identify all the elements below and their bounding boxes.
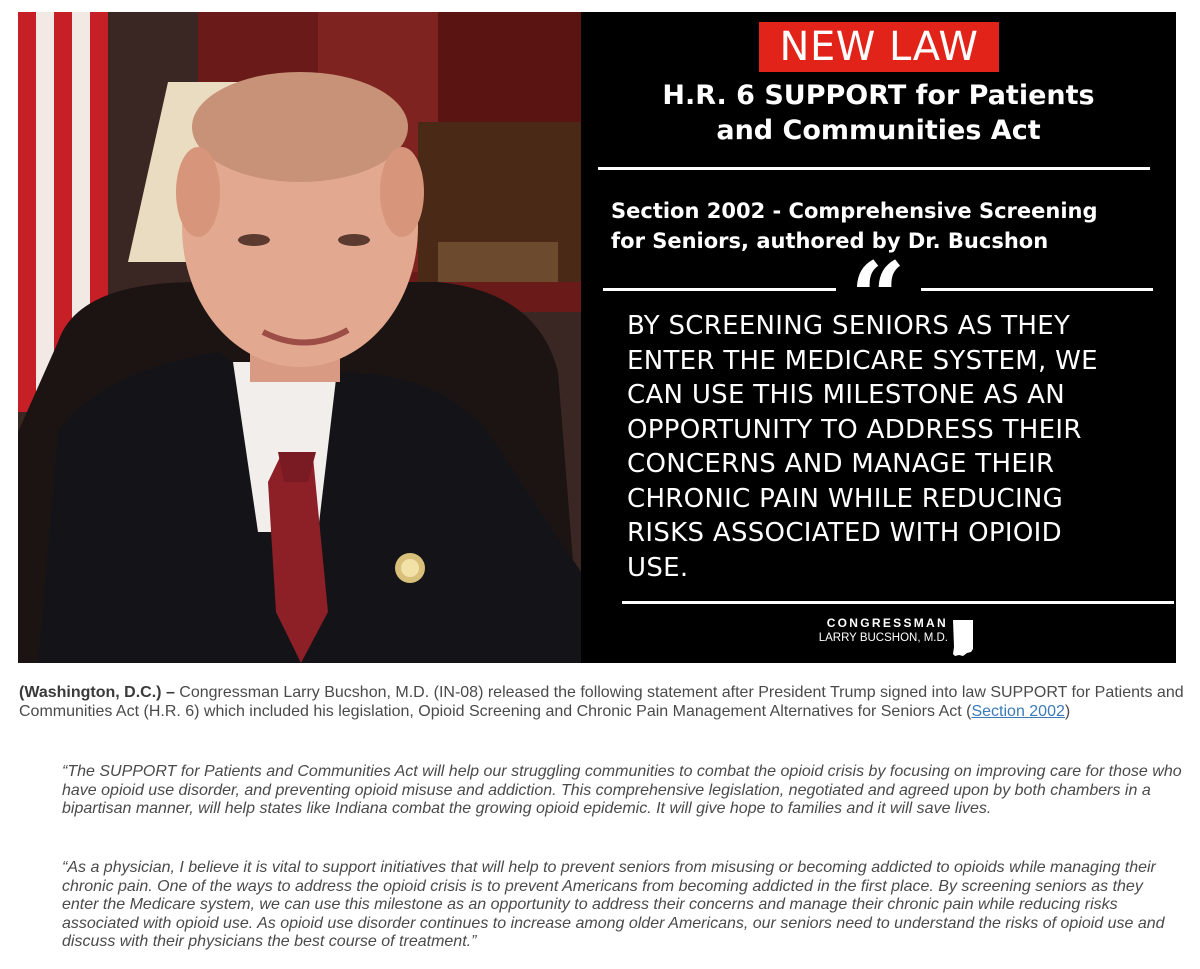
bill-title-line-2: and Communities Act (716, 115, 1041, 146)
lead-close: ) (1064, 703, 1071, 720)
indiana-state-icon (951, 619, 977, 657)
quote-paragraph-2: “As a physician, I believe it is vital to support initiatives that will help to prevent seniors from misusing or becoming addicted to opioids while managing their chronic pain. One of the ways to address the opioid crisis is to prevent Americans from becoming addicted in the first place. By screening seniors as they enter the Medicare system, we can use this milestone as an opportunity to address their concerns and manage their chronic pain while reducing risks associated with opioid use. As opioid use disorder continues to increase among older Americans, our seniors need to understand the risks of opioid use and discuss with their physicians the best course of treatment.” (62, 859, 1165, 950)
quote-line: OPPORTUNITY TO ADDRESS THEIR (627, 414, 1082, 445)
quote-line: BY SCREENING SENIORS AS THEY (627, 311, 1071, 341)
signature-title: CONGRESSMAN (826, 616, 948, 630)
new-law-badge: NEW LAW (759, 22, 999, 72)
divider-quote-right (921, 288, 1153, 291)
lead-text: Congressman Larry Bucshon, M.D. (IN-08) released the following statement after President Trump signed into law SUPPORT for Patients and Communities Act (H.R. 6) which included his legislation, Opioid Screening and Chronic Pain Management Alternatives for Seniors Act ( (19, 684, 1184, 720)
quote-mark-icon: “ (850, 241, 906, 354)
section-line-2: for Seniors, authored by Dr. Bucshon (611, 229, 1049, 253)
bill-title-line-1: H.R. 6 SUPPORT for Patients (662, 80, 1095, 111)
bill-title (601, 78, 1156, 148)
dateline: (Washington, D.C.) – (19, 684, 175, 701)
quote-paragraph-1: “The SUPPORT for Patients and Communities Act will help our struggling communities to combat the opioid crisis by focusing on improving care for those who have opioid use disorder, and preventing opioid misuse and addiction. This comprehensive legislation, negotiated and agreed upon by both chambers in a bipartisan manner, will help states like Indiana combat the growing opioid epidemic. It will give hope to families and it will save lives. (62, 763, 1182, 817)
section-line-1: Section 2002 - Comprehensive Screening (611, 199, 1098, 223)
quote-line: CONCERNS AND MANAGE THEIR (627, 449, 1055, 479)
signature-logo (786, 615, 948, 646)
quote-line: ENTER THE MEDICARE SYSTEM, WE (627, 345, 1098, 376)
congressman-photo (18, 12, 581, 663)
pull-quote (627, 309, 1147, 585)
quote-line: USE. (627, 552, 689, 583)
section-2002-link[interactable]: Section 2002 (971, 703, 1065, 720)
law-announcement-banner (18, 12, 1176, 663)
quote-line: CAN USE THIS MILESTONE AS AN (627, 380, 1065, 410)
signature-name: LARRY BUCSHON, M.D. (818, 632, 948, 644)
quote-panel (581, 12, 1176, 663)
quote-line: RISKS ASSOCIATED WITH OPIOID (627, 518, 1062, 548)
lead-paragraph (19, 683, 1184, 721)
divider-quote-left (603, 288, 836, 291)
divider-top (598, 167, 1150, 170)
divider-bottom (622, 601, 1174, 604)
quote-line: CHRONIC PAIN WHILE REDUCING (627, 483, 1064, 514)
